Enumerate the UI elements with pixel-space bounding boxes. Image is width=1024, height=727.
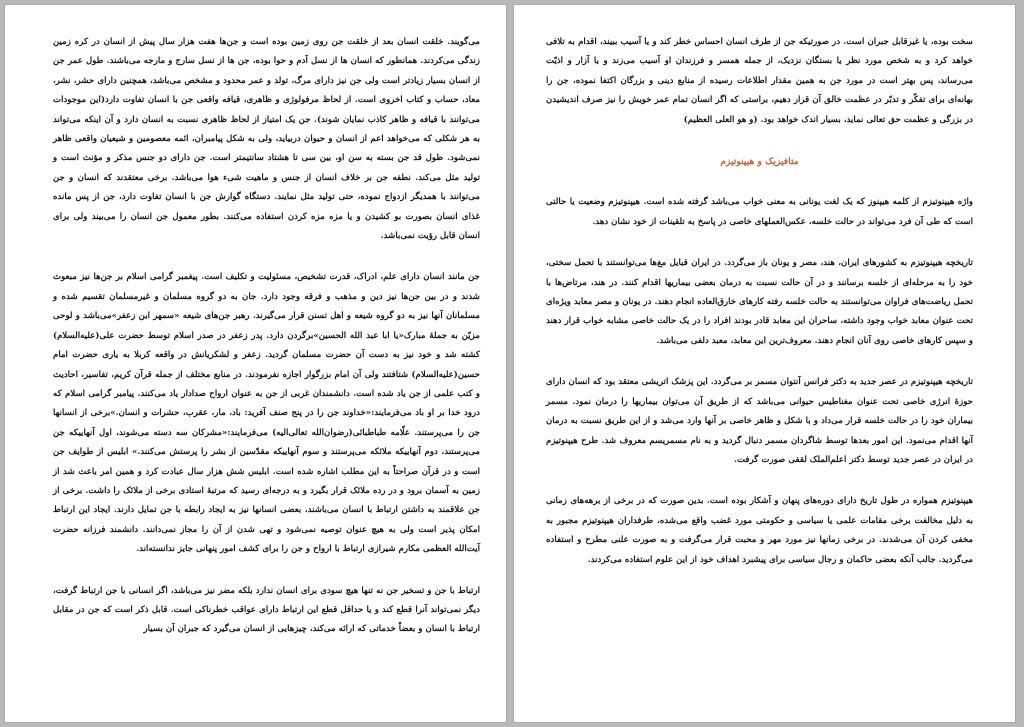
- paragraph: تاریخچه هیپنوتیزم به کشورهای ایران، هند، مصر و یونان باز می‌گردد. در ایران قبایل مغ‌ها می‌توانستند با تحمل سختی، خود را به مرحله‌ای از خلسه برسانند و در آن حالت نسبت به درمان بعضی بیماریها اقدام کنند. در هند، مرتاض‌ها با تحمل ریاضت‌های فراوان می‌توانستند به حالت خلسه رفته کارهای خارق‌العاده انجام دهند. در یونان و مصر معابد ویژه‌ای تحت عنوان معابد خواب وجود داشته، ساحران این معابد قادر بودند افراد را در یک حالت خاصی مشابه خواب قرار دهند و سپس کارهای خاصی روی آنان انجام دهند. معروف‌ترین این معابد، معبد دلفی می‌باشد.: [546, 258, 973, 346]
- section-heading: متافیزیک و هیپنوتیزم: [720, 156, 799, 168]
- paragraph: سخت بوده، یا غیرقابل جبران است. در صورتیکه جن از طرف انسان احساس خطر کند و یا آسیب ببیند، اقدام به تلافی خواهد کرد و به شخص مورد نظر یا بستگان نزدیک، از جمله همسر و فرزندان او آسیب می‌زند و یا آزار و اذیّت می‌رساند، پس بهتر است در مورد جن به همین مقدار اطلاعات رسیده از منابع دینی و بزرگان اکتفا نموده، جن را بهانه‌ای برای تفکّر و تدبّر در عظمت خالق آن قرار دهیم، براستی که اگر انسان تمام عمر خویش را نیز صرف اندیشیدن در بزرگی و عظمت حق تعالی نماید، بسیار اندک خواهد بود. (و هو العلی العظیم): [546, 37, 973, 125]
- paragraph: هیپنوتیزم همواره در طول تاریخ دارای دوره‌های پنهان و آشکار بوده است. بدین صورت که در برخی از برهه‌های زمانی به دلیل مخالفت برخی مقامات علمی یا سیاسی و حکومتی مورد غضب واقع می‌شده، طرفداران هیپنوتیزم مجبور به مخفی کردن آن می‌شدند. در برخی زمانها نیز مورد مهر و محبت قرار می‌گرفت و به صورت علنی مطرح و استفاده می‌گردید. جالب آنکه بعضی حاکمان و رجال سیاسی برای پیشبرد اهداف خود از این علوم استفاده می‌کردند.: [546, 496, 973, 565]
- paragraph: جن مانند انسان دارای علم، ادراک، قدرت تشخیص، مسئولیت و تکلیف است. پیغمبر گرامی اسلام بر جن‌ها نیز مبعوث شدند و در بین جن‌ها نیز دین و مذهب و فرقه وجود دارد. جان به دو گروه مسلمان و غیرمسلمان تقسیم شده و مسلمانان آنها نیز به دو گروه شیعه و اهل تسنن قرار می‌گیرند. رهبر جن‌های شیعه «سمهر ابن زعفر»می‌باشد و لوحی مزیّن به جملهٔ مبارک«یا ابا عبد الله الحسین»برگردن دارد. پدر زعفر در صدر اسلام توسط حضرت علی(علیه‌السلام) کشته شد و خود نیز به دست آن حضرت مسلمان گردید. زعفر و لشکریانش در واقعه کربلا به یاری حضرت امام حسین(علیه‌السلام) شتافتند ولی آن امام بزرگوار اجازه نفرمودند. در منابع مختلف از جمله قرآن کریم، تفاسیر، احادیث و کتب علمی از جن یاد شده است. دانشمندان غربی از جن به عنوان ارواح صدادار یاد می‌کنند. پیامبر گرامی اسلام که درود خدا بر او باد می‌فرمایند:«خداوند جن را در پنج صنف آفرید: باد، مار، عقرب، حشرات و انسان.»برخی از انسانها جن را می‌پرستند. علّامه طباطبائی(رضوان‌الله تعالی‌الیه) می‌فرمایند:«مشرکان سه دسته می‌شوند، اول آنهاییکه جن می‌پرستند، دوم آنهاییکه ملائکه می‌پرستند و سوم آنهاییکه مقدّسین از بشر را پرستش می‌کنند.» ابلیس از طوایف جن است و در قرآن صراحتاً به این مطلب اشاره شده است. ابلیس شش هزار سال عبادت کرد و همین امر باعث شد از زمین به آسمان برود و در رده ملائک قرار بگیرد و به درجه‌ای رسید که مرتبهٔ استادی برخی از ملائک را داشت. برخی از جن علاقمند به داشتن ارتباط با انسان می‌باشند، بعضی انسانها نیز به ایجاد رابطه با جن تمایل دارند. ایجاد این ارتباط امکان پذیر است ولی به هیچ عنوان توصیه نمی‌شود و تهی شدن از آن را مجاز نمی‌دانند. دانشمند فرزانه حضرت آیت‌الله العظمی مکارم شیرازی ارتباط با ارواح و جن را برای کشف امور پنهانی جایز ندانسته‌اند.: [53, 272, 480, 555]
- right-page: [513, 4, 1016, 723]
- paragraph: واژه هیپنوتیزم از کلمه هیپنوز که یک لغت یونانی به معنی خواب می‌باشد گرفته شده است. هیپنوتیزم وضعیت یا حالتی است که طی آن فرد می‌تواند در حالت خلسه، عکس‌العملهای خاصی در پاسخ به تلقینات از خود نشان دهد.: [546, 197, 973, 227]
- left-page: [4, 4, 507, 723]
- paragraph: می‌گویند. خلقت انسان بعد از خلقت جن روی زمین بوده است و جن‌ها هفت هزار سال پیش از انسان در کره زمین زندگی می‌کردند. همانطور که انسان ها از نسل آدم و حوا بوده، جن ها از نسل سارج و مارجه می‌باشند. طول عمر جن از انسان بسیار زیادتر است ولی جن نیز دارای مرگ، تولد و عمر محدود و مشخص می‌باشد، همچنین دارای حشر، نشر، معاد، حساب و کتاب اخروی است. از لحاظ مرفولوژی و ظاهری، قیافه واقعی جن با انسان تفاوت دارد(این موجودات می‌توانند با قیافه و ظاهر کاذب نمایان شوند). جن یک امتیاز از لحاظ ظاهری نسبت به انسان دارد و آن اینکه می‌تواند به هر شکلی که می‌خواهد اعم از انسان و حیوان دربیاید، ولی به شکل پیامبران، ائمه معصومین و شیعیان واقعی ظاهر نمی‌شود. طول قد جن بسته به سن او، بین سی تا هشتاد سانتیمتر است. جن دارای دو جنس مذکر و مؤنث است و تولید مثل می‌کند. نطفه جن بر خلاف انسان از جنس و ماهیت شیء هوا می‌باشد. برخی معتقدند که انسان و جن می‌توانند با همدیگر ازدواج نموده، حتی تولید مثل نمایند. دستگاه گوارش جن با انسان تفاوت دارد، جن از پس مانده غذای انسان بصورت بو کشیدن و یا مزه مزه کردن استفاده می‌کنند. بطور معمول جن انسان را می‌بیند ولی برای انسان قابل رؤیت نمی‌باشد.: [53, 37, 480, 242]
- paragraph: تاریخچه هیپنوتیزم در عصر جدید به دکتر فرانس آنتوان مسمر بر می‌گردد. این پزشک اتریشی معتقد بود که انسان دارای حوزهٔ انرژی خاصی تحت عنوان مغناطیس حیوانی می‌باشد که از طریق آن می‌توان بیماریها را درمان نمود. مسمر بیماران خود را در حالت خلسه قرار می‌داد و با شکل و ظاهر خاصی بر آنها وارد می‌شد و از این طریق نسبت به درمان آنها اقدام می‌نمود. این امور بعدها توسط شاگردان مسمر دنبال گردید و به نام مسمریسم معروف شد. طرح هیپنوتیزم در ایران در عصر جدید توسط دکتر اعلم‌الملک لقفی صورت گرفت.: [546, 377, 973, 465]
- left-page-body: [53, 33, 480, 662]
- right-page-body: [546, 33, 973, 592]
- paragraph: ارتباط با جن و تسخیر جن نه تنها هیچ سودی برای انسان ندارد بلکه مضر نیز می‌باشد، اگر انسانی با جن ارتباط گرفت، دیگر نمی‌تواند آنرا قطع کند و یا حداقل قطع این ارتباط دارای عواقب خطرناکی است. قابل ذکر است که جن در مقابل ارتباط با انسان و بعضاً خدماتی که ارائه می‌کند، چیزهایی از انسان می‌گیرد که جبران آن بسیار: [53, 585, 480, 635]
